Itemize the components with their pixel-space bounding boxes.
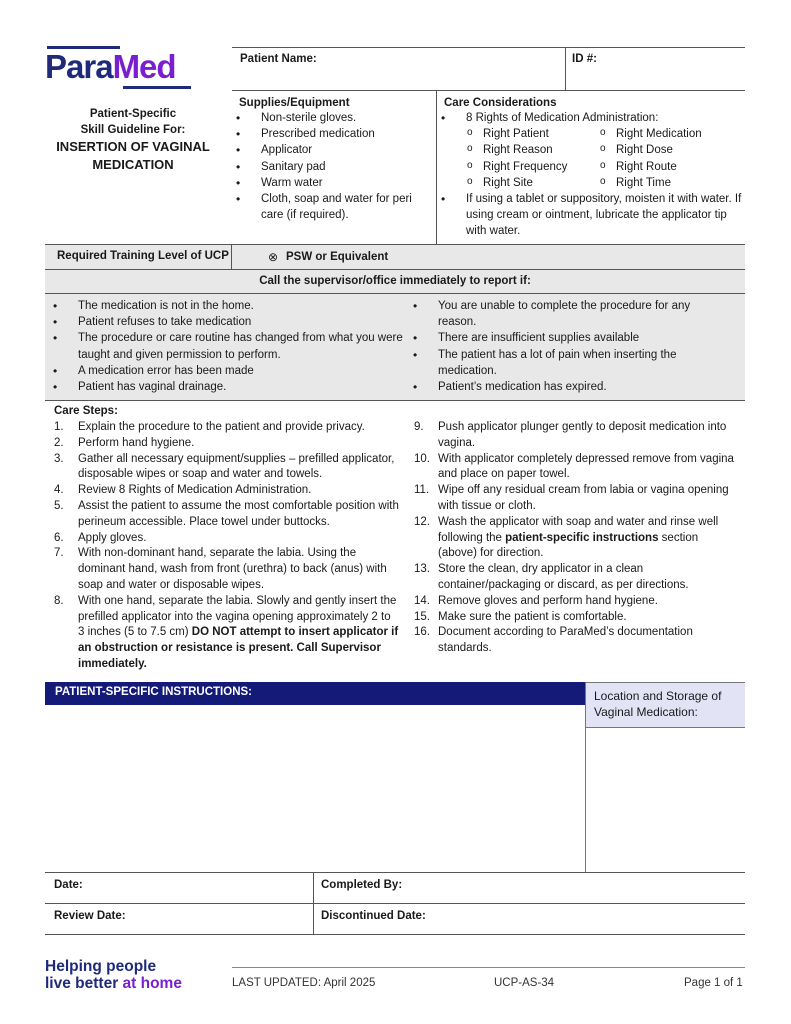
rights-intro: • 8 Rights of Medication Administration: xyxy=(436,110,744,126)
tagline-text: live better xyxy=(45,975,123,992)
step-number: 6. xyxy=(54,531,64,544)
discontinued-date-label: Discontinued Date: xyxy=(321,910,426,922)
rights-grid xyxy=(444,126,744,191)
step-text: Apply gloves. xyxy=(78,531,147,544)
right-item: o Right Site xyxy=(466,175,599,191)
care-step xyxy=(54,483,399,499)
care-step xyxy=(54,499,399,531)
training-level-value: PSW or Equivalent xyxy=(286,251,389,263)
completed-by-label: Completed By: xyxy=(321,879,403,891)
title-line-3: INSERTION OF VAGINAL xyxy=(56,139,210,154)
report-item: • There are insufficient supplies available xyxy=(408,330,728,346)
report-heading: Call the supervisor/office immediately to report if: xyxy=(259,275,531,287)
divider xyxy=(231,244,232,269)
divider xyxy=(585,682,586,872)
step-number: 13. xyxy=(414,563,430,576)
step-text: Document according to ParaMed’s documentation standards. xyxy=(438,626,693,655)
care-step xyxy=(54,436,399,452)
divider xyxy=(565,47,566,90)
step-number: 10. xyxy=(414,452,430,465)
care-steps-heading: Care Steps: xyxy=(54,405,118,417)
care-step xyxy=(54,594,399,673)
step-number: 5. xyxy=(54,499,64,512)
title-line-4: MEDICATION xyxy=(92,157,174,172)
report-item: • The procedure or care routine has changed from what you were taught and given permission to perform. xyxy=(48,330,403,362)
right-item: o Right Frequency xyxy=(466,159,599,175)
divider xyxy=(45,244,745,245)
paramed-logo xyxy=(45,46,195,90)
supply-item: • Warm water xyxy=(231,175,434,191)
care-considerations-list xyxy=(436,110,744,126)
report-item: • Patient’s medication has expired. xyxy=(408,379,728,395)
step-number: 9. xyxy=(414,421,424,433)
last-updated: LAST UPDATED: April 2025 xyxy=(232,977,376,989)
footer-divider xyxy=(232,967,745,968)
divider xyxy=(45,872,745,873)
date-field[interactable] xyxy=(90,875,308,901)
step-text: With one hand, separate the labia. Slowly and gently insert the prefilled applicator into the vagina opening approximately 2 to 3 inches (5 to 7.5 cm) xyxy=(78,594,397,639)
logo-bar-bottom xyxy=(123,86,191,89)
care-step xyxy=(54,546,399,593)
step-text: Explain the procedure to the patient and provide privacy. xyxy=(78,421,365,433)
care-step xyxy=(54,420,399,436)
step-number: 4. xyxy=(54,484,64,497)
care-considerations-note xyxy=(436,191,744,240)
discontinued-date-field[interactable] xyxy=(430,906,740,932)
tagline-line-2 xyxy=(45,975,182,992)
care-steps-left xyxy=(54,420,399,673)
care-considerations-section xyxy=(444,96,744,240)
right-item: o Right Reason xyxy=(466,142,599,158)
divider xyxy=(45,934,745,935)
care-step xyxy=(414,625,739,657)
circled-x-icon: ⊗ xyxy=(268,250,279,264)
divider xyxy=(232,47,745,48)
right-item: o Right Medication xyxy=(599,126,739,142)
supply-item: • Applicator xyxy=(231,142,434,158)
step-number: 8. xyxy=(54,594,64,607)
patient-specific-instructions-header: PATIENT-SPECIFIC INSTRUCTIONS: xyxy=(45,682,586,705)
skill-guideline-title xyxy=(40,106,226,174)
step-text: Store the clean, dry applicator in a clean container/packaging or discard, as per directions. xyxy=(438,563,689,591)
step-number: 16. xyxy=(414,626,430,639)
right-item: o Right Route xyxy=(599,159,739,175)
step-text: Remove gloves and perform hand hygiene. xyxy=(438,594,658,607)
care-step xyxy=(414,483,739,515)
logo-para: Para xyxy=(45,48,113,85)
step-number: 2. xyxy=(54,436,64,449)
report-item: • Patient has vaginal drainage. xyxy=(48,379,403,395)
location-storage-label: Location and Storage of Vaginal Medication: xyxy=(586,682,745,727)
step-text: section (above) for direction. xyxy=(438,531,699,560)
review-date-field[interactable] xyxy=(130,906,308,932)
id-label: ID #: xyxy=(572,53,597,65)
care-steps-right xyxy=(414,420,739,657)
report-item: • Patient refuses to take medication xyxy=(48,314,403,330)
supply-item: • Sanitary pad xyxy=(231,159,434,175)
divider xyxy=(45,269,745,270)
step-text: With non-dominant hand, separate the labia. Using the dominant hand, wash from front (urethra) to back (anus) with soap and water or disposable wipes. xyxy=(78,547,387,591)
step-text: Assist the patient to assume the most comfortable position with perineum accessible. Place towel under buttocks. xyxy=(78,499,399,528)
right-item: o Right Dose xyxy=(599,142,739,158)
completed-by-field[interactable] xyxy=(405,875,740,901)
report-list-right xyxy=(408,298,728,395)
divider xyxy=(232,90,745,91)
logo-wordmark xyxy=(45,48,176,86)
footer-tagline xyxy=(45,958,182,992)
step-number: 15. xyxy=(414,610,430,623)
document-code: UCP-AS-34 xyxy=(494,977,555,989)
step-emphasis: patient-specific instructions xyxy=(505,531,659,544)
patient-name-field[interactable] xyxy=(240,68,560,88)
divider xyxy=(313,872,314,934)
title-line-2: Skill Guideline For: xyxy=(80,124,186,136)
title-line-1: Patient-Specific xyxy=(89,108,177,120)
care-step xyxy=(414,610,739,626)
step-number: 1. xyxy=(54,421,64,433)
location-storage-field[interactable] xyxy=(587,728,744,871)
report-item: • A medication error has been made xyxy=(48,363,403,379)
step-text: Gather all necessary equipment/supplies – prefilled applicator, disposable wipes or soap and water and towels. xyxy=(78,452,395,481)
step-text: With applicator completely depressed remove from vagina and place on paper towel. xyxy=(438,452,734,481)
supply-item: • Cloth, soap and water for peri care (if required). xyxy=(231,191,434,223)
step-text: Perform hand hygiene. xyxy=(78,436,195,449)
care-step xyxy=(54,531,399,547)
report-item: • You are unable to complete the procedure for any reason. xyxy=(408,298,728,330)
page-number: Page 1 of 1 xyxy=(684,977,743,989)
report-item: • The patient has a lot of pain when inserting the medication. xyxy=(408,347,728,379)
supply-item: • Non-sterile gloves. xyxy=(231,110,434,126)
step-number: 7. xyxy=(54,547,64,560)
step-text: Wipe off any residual cream from labia or vagina opening with tissue or cloth. xyxy=(438,484,729,512)
step-number: 11. xyxy=(414,484,430,497)
care-step xyxy=(414,594,739,610)
step-text: Push applicator plunger gently to deposit medication into vagina. xyxy=(438,421,727,449)
supplies-list xyxy=(231,110,434,223)
date-label: Date: xyxy=(54,879,83,891)
divider xyxy=(45,903,745,904)
step-warning: DO NOT attempt to insert applicator if an obstruction or resistance is present. Call Supervisor immediately. xyxy=(78,626,399,670)
supplies-heading: Supplies/Equipment xyxy=(239,97,350,109)
care-step xyxy=(414,562,739,594)
right-item: o Right Time xyxy=(599,175,739,191)
review-date-label: Review Date: xyxy=(54,910,126,922)
patient-name-label: Patient Name: xyxy=(240,53,317,65)
step-text: Wash the applicator with soap and water and rinse well following the xyxy=(438,515,719,544)
step-text: Review 8 Rights of Medication Administration. xyxy=(78,484,312,497)
supplies-section xyxy=(239,96,434,223)
report-item: • The medication is not in the home. xyxy=(48,298,403,314)
divider xyxy=(45,400,745,401)
right-item: o Right Patient xyxy=(466,126,599,142)
divider xyxy=(586,682,745,683)
report-list-left xyxy=(48,298,403,395)
step-number: 12. xyxy=(414,515,430,528)
care-step xyxy=(414,452,739,484)
step-number: 3. xyxy=(54,452,64,465)
care-step xyxy=(54,452,399,484)
tagline-highlight: at home xyxy=(122,975,182,992)
supply-item: • Prescribed medication xyxy=(231,126,434,142)
patient-specific-instructions-field[interactable] xyxy=(45,706,585,871)
logo-med: Med xyxy=(112,48,176,85)
care-step xyxy=(414,420,739,452)
step-text: Make sure the patient is comfortable. xyxy=(438,610,627,623)
training-level-label: Required Training Level of UCP xyxy=(57,250,229,262)
moisten-note: • If using a tablet or suppository, moisten it with water. If using cream or ointment, lubricate the applicator tip with water. xyxy=(436,191,744,240)
care-considerations-heading: Care Considerations xyxy=(444,97,557,109)
step-number: 14. xyxy=(414,594,430,607)
id-field[interactable] xyxy=(572,68,742,88)
tagline-line-1: Helping people xyxy=(45,958,157,975)
care-step xyxy=(414,515,739,562)
